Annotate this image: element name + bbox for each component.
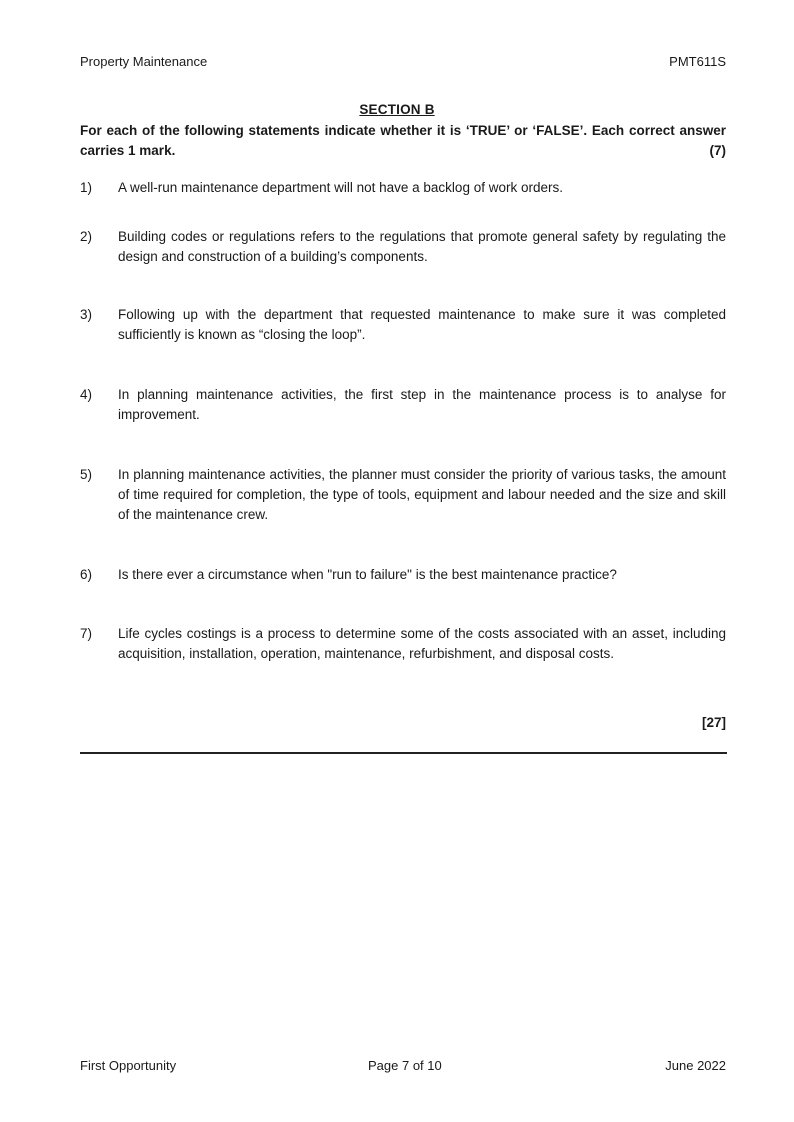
- question-item: [80, 305, 726, 345]
- question-text: Building codes or regulations refers to the regulations that promote general safety by regulating the design and construction of a building’s components.: [118, 229, 726, 264]
- question-text: In planning maintenance activities, the first step in the maintenance process is to analyse for improvement.: [118, 387, 726, 422]
- question-item: [80, 178, 726, 198]
- section-divider: [80, 752, 727, 754]
- question-item: [80, 565, 726, 585]
- question-number: 3): [80, 307, 93, 322]
- section-title: SECTION B: [359, 102, 435, 117]
- question-number: 2): [80, 229, 93, 244]
- total-marks: [27]: [701, 715, 726, 730]
- question-text: Life cycles costings is a process to determine some of the costs associated with an asset, including acquisition, installation, operation, maintenance, refurbishment, and disposal costs.: [118, 626, 726, 661]
- question-text: Following up with the department that requested maintenance to make sure it was completed sufficiently is known as “closing the loop”.: [118, 307, 726, 342]
- question-text: Is there ever a circumstance when "run to failure" is the best maintenance practice?: [118, 567, 617, 582]
- question-number: 5): [80, 467, 93, 482]
- section-instructions: [80, 121, 726, 161]
- question-item: [80, 624, 726, 664]
- question-number: 7): [80, 626, 93, 641]
- instructions-text: For each of the following statements indicate whether it is ‘TRUE’ or ‘FALSE’. Each correct answer carries 1 mark.: [80, 123, 726, 158]
- footer-page-number: Page 7 of 10: [368, 1058, 442, 1073]
- question-item: [80, 465, 726, 525]
- section-marks: (7): [709, 143, 726, 158]
- header-course-name: Property Maintenance: [80, 54, 208, 69]
- footer-opportunity: First Opportunity: [80, 1058, 177, 1073]
- question-number: 4): [80, 387, 93, 402]
- question-text: In planning maintenance activities, the planner must consider the priority of various tasks, the amount of time required for completion, the type of tools, equipment and labour needed and the size and skill of the maintenance crew.: [118, 467, 726, 522]
- question-item: [80, 385, 726, 425]
- question-text: A well-run maintenance department will not have a backlog of work orders.: [118, 180, 563, 195]
- question-number: 1): [80, 180, 93, 195]
- question-number: 6): [80, 567, 93, 582]
- header-course-code: PMT611S: [669, 54, 726, 69]
- question-item: [80, 227, 726, 267]
- footer-date: June 2022: [665, 1058, 726, 1073]
